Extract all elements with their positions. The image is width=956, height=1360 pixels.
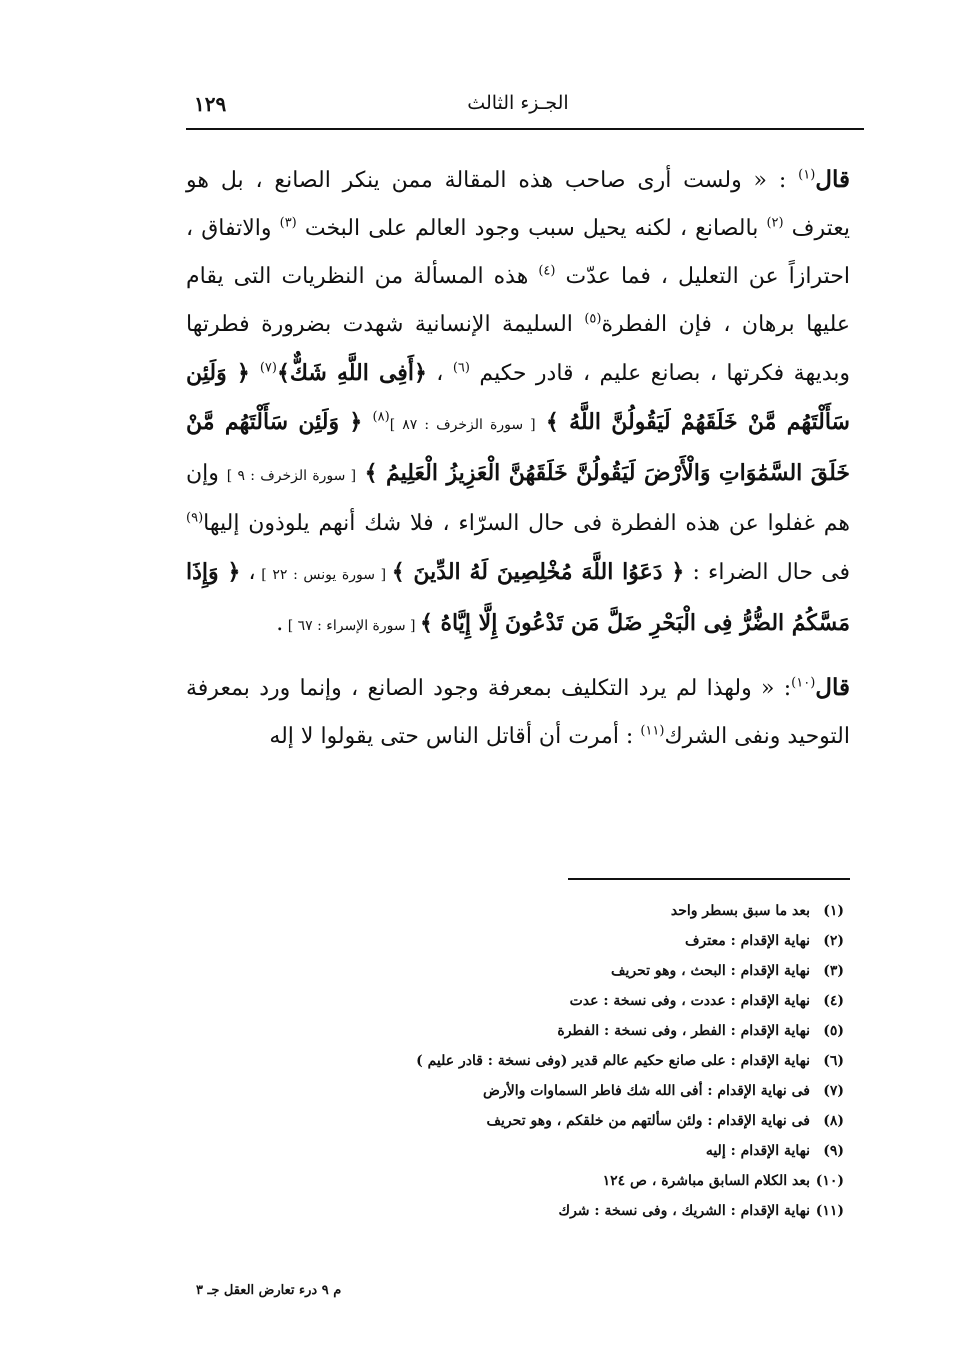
sura-citation: [ سورة الزخرف : ٨٧ ] xyxy=(389,417,536,433)
footnote-text: بعد الكلام السابق مباشرة ، ص ١٢٤ xyxy=(602,1173,810,1189)
body-text: : أمرت أن أقاتل الناس حتى يقولوا لا إله xyxy=(269,724,641,749)
footnote-item xyxy=(300,1196,844,1226)
footnote-item xyxy=(300,1136,844,1166)
footnotes xyxy=(300,896,844,1226)
footnote-item xyxy=(300,1046,844,1076)
footnote-item xyxy=(300,926,844,956)
footnote-number: (١١) xyxy=(815,1203,844,1219)
footnote-reference: (٦) xyxy=(452,360,470,376)
footnote-number: (١٠) xyxy=(815,1173,844,1189)
footnote-text: نهاية الإقدام : الشريك ، وفى نسخة : شرك xyxy=(558,1203,810,1219)
paragraph xyxy=(186,156,850,650)
footnote-reference: (٣) xyxy=(279,215,297,231)
body-text: بالصانع ، لكنه يحيل سبب وجود العالم على البخت xyxy=(296,216,767,241)
quran-verse: ﴿أَفِى اللَّهِ شَكٌّ﴾ xyxy=(276,360,427,386)
footnote-item xyxy=(300,1016,844,1046)
footnote-text: نهاية الإقدام : إليه xyxy=(705,1143,810,1159)
footnote-text: نهاية الإقدام : معترف xyxy=(685,933,810,949)
footnote-number: (٧) xyxy=(823,1083,844,1099)
footnote-reference: (٥) xyxy=(584,311,602,327)
quran-verse: ﴿ وَلَئِن سَأَلْتَهُم مَّنْ خَلَقَهُمْ لَيَقُولُنَّ اللَّهُ ﴾ xyxy=(186,360,850,435)
footnote-number: (١) xyxy=(823,903,844,919)
page-number: ١٢٩ xyxy=(194,92,227,116)
body-text: : « ولست أرى صاحب هذه المقالة ممن ينكر الصانع ، بل هو يعترف xyxy=(186,168,850,241)
paragraph-lead: قال xyxy=(815,674,850,701)
body-text: . xyxy=(276,611,284,636)
footnote-number: (٤) xyxy=(823,993,844,1009)
quran-verse: ﴿ دَعَوُا اللَّهَ مُخْلِصِينَ لَهُ الدِّينَ ﴾ xyxy=(391,559,685,585)
main-text xyxy=(186,156,850,775)
footnote-rule xyxy=(568,878,850,880)
footnote-reference: (٨) xyxy=(372,409,390,425)
running-title: الجـزء الثالث xyxy=(467,92,569,114)
quran-verse: ﴿ وَإِذَا مَسَّكُمُ الضُّرُّ فِى الْبَحْرِ ضَلَّ مَن تَدْعُونَ إِلَّا إِيَّاهُ ﴾ xyxy=(186,559,850,636)
footnote-reference: (٤) xyxy=(538,263,556,279)
body-text: وإن هم غفلوا عن هذه الفطرة فى حال السرّاء ، فلا شك أنهم يلوذون إليها xyxy=(186,461,850,536)
page-header xyxy=(188,92,848,124)
body-text: فى حال الضراء : xyxy=(684,560,851,585)
footnote-item xyxy=(300,1076,844,1106)
body-text: والاتفاق ، احترازاً عن التعليل ، فما عدّت xyxy=(186,216,850,289)
body-text: هذه المسألة من النظريات التى يقام عليها برهان ، فإن الفطرة xyxy=(186,264,850,337)
quran-verse: ﴿ وَلَئِن سَأَلْتَهُم مَّنْ خَلَقَ السَّمَٰوَاتِ وَالْأَرْضَ لَيَقُولُنَّ خَلَقَهُنَّ الْعَزِيزُ الْعَلِيمُ ﴾ xyxy=(186,409,850,486)
footnote-number: (٣) xyxy=(823,963,844,979)
footnote-text: فى نهاية الإقدام : ولئن سألتهم من خلقكم ، وهو تحريف xyxy=(486,1113,810,1129)
footnote-item xyxy=(300,1106,844,1136)
footnote-text: نهاية الإقدام : البحث ، وهو تحريف xyxy=(610,963,810,979)
footnote-text: بعد ما سبق بسطر واحد xyxy=(670,903,810,919)
footnote-number: (٦) xyxy=(823,1053,844,1069)
footnote-reference: (٧) xyxy=(259,360,277,376)
sura-citation: [ سورة الزخرف : ٩ ] xyxy=(226,468,357,484)
footnote-text: فى نهاية الإقدام : أفى الله شك فاطر السماوات والأرض xyxy=(483,1083,810,1099)
paragraph xyxy=(186,664,850,761)
body-text: : « ولهذا لم يرد التكليف بمعرفة وجود الصانع ، وإنما ورد بمعرفة التوحيد ونفى الشرك xyxy=(186,676,850,749)
footnote-text: نهاية الإقدام : عددت ، وفى نسخة : عدت xyxy=(569,993,810,1009)
footnote-number: (٥) xyxy=(823,1023,844,1039)
footnote-item xyxy=(300,896,844,926)
footnote-reference: (٢) xyxy=(766,215,784,231)
footnote-number: (٩) xyxy=(823,1143,844,1159)
paragraph-lead: قال xyxy=(815,166,850,193)
body-text: السليمة الإنسانية شهدت بضرورة فطرتها وبديهة فكرتها ، بصانع عليم ، قادر حكيم xyxy=(186,312,851,386)
footnote-reference: (١) xyxy=(798,167,816,183)
footnote-number: (٨) xyxy=(823,1113,844,1129)
footnote-item xyxy=(300,956,844,986)
sura-citation: [ سورة الإسراء : ٦٧ ] xyxy=(283,618,420,634)
sura-citation: [ سورة يونس : ٢٢ ] xyxy=(255,567,392,583)
body-text: ، xyxy=(240,560,256,585)
footnote-reference: (١٠) xyxy=(791,675,816,691)
signature-mark: م ٩ درء تعارض العقل جـ ٣ xyxy=(196,1283,342,1298)
footnote-item xyxy=(300,1166,844,1196)
footnote-text: نهاية الإقدام : الفطر ، وفى نسخة : الفطرة xyxy=(557,1023,810,1039)
footnote-reference: (٩) xyxy=(186,510,204,526)
footnote-number: (٢) xyxy=(823,933,844,949)
footnote-reference: (١١) xyxy=(640,723,665,739)
footnote-text: نهاية الإقدام : على صانع حكيم عالم قدير (وفى نسخة : قادر عليم ) xyxy=(416,1053,810,1069)
header-rule xyxy=(186,128,864,130)
body-text: ، xyxy=(426,361,453,386)
footnote-item xyxy=(300,986,844,1016)
